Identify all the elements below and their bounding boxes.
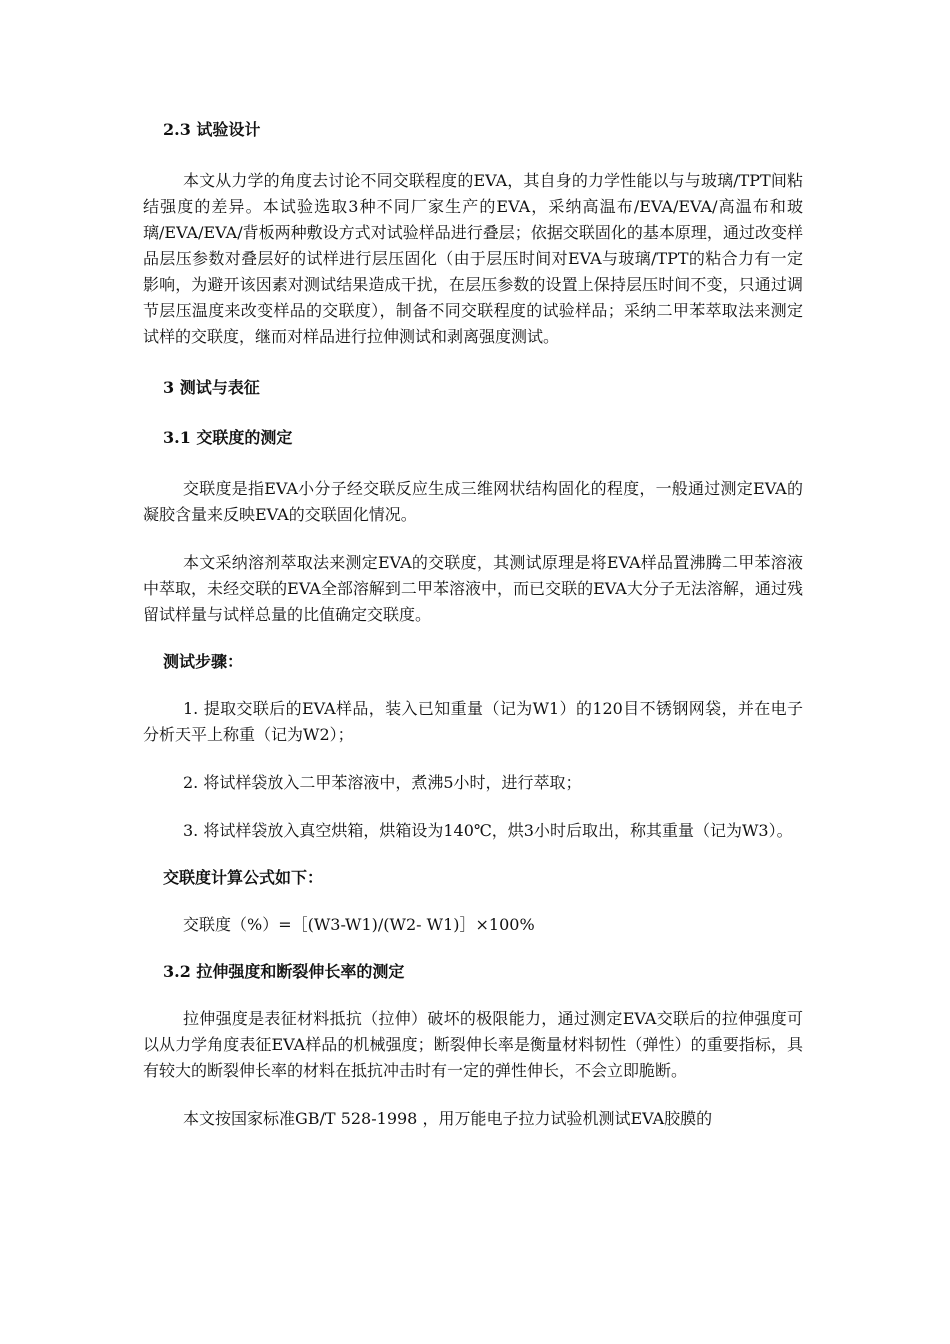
test-step-1: 1. 提取交联后的EVA样品，装入已知重量（记为W1）的120目不锈钢网袋，并在电子分析天平上称重（记为W2）； (143, 699, 803, 744)
test-step-3: 3. 将试样袋放入真空烘箱，烘箱设为140℃，烘3小时后取出，称其重量（记为W3）。 (183, 821, 793, 840)
section-heading-3-2: 3.2 拉伸强度和断裂伸长率的测定 (163, 962, 405, 981)
section-heading-2-3: 2.3 试验设计 (163, 120, 261, 139)
paragraph-tensile-definition: 拉伸强度是表征材料抵抗（拉伸）破坏的极限能力，通过测定EVA交联后的拉伸强度可以从力学角度表征EVA样品的机械强度；断裂伸长率是衡量材料韧性（弹性）的重要指标，具有较大的断裂伸长率的材料在抵抗冲击时有一定的弹性伸长，不会立即脆断。 (143, 1009, 803, 1080)
test-step-2: 2. 将试样袋放入二甲苯溶液中，煮沸5小时，进行萃取； (183, 773, 582, 792)
paragraph-tensile-standard: 本文按国家标准GB/T 528-1998 ，用万能电子拉力试验机测试EVA胶膜的 (183, 1109, 713, 1128)
steps-heading: 测试步骤： (163, 652, 244, 671)
document-page (143, 118, 803, 1132)
paragraph-test-design: 本文从力学的角度去讨论不同交联程度的EVA，其自身的力学性能以与与玻璃/TPT间粘结强度的差异。本试验选取3种不同厂家生产的EVA，采纳高温布/EVA/EVA/高温布和玻璃/EVA/EVA/背板两种敷设方式对试验样品进行叠层；依据交联固化的基本原理，通过改变样品层压参数对叠层好的试样进行层压固化（由于层压时间对EVA与玻璃/TPT的粘合力有一定影响，为避开该因素对测试结果造成干扰，在层压参数的设置上保持层压时间不变，只通过调节层压温度来改变样品的交联度），制备不同交联程度的试验样品；采纳二甲苯萃取法来测定试样的交联度，继而对样品进行拉伸测试和剥离强度测试。 (143, 171, 803, 346)
paragraph-crosslink-method: 本文采纳溶剂萃取法来测定EVA的交联度，其测试原理是将EVA样品置沸腾二甲苯溶液中萃取，未经交联的EVA全部溶解到二甲苯溶液中，而已交联的EVA大分子无法溶解，通过残留试样量与试样总量的比值确定交联度。 (143, 553, 803, 624)
section-heading-3-1: 3.1 交联度的测定 (163, 428, 293, 447)
section-heading-3: 3 测试与表征 (163, 378, 260, 397)
formula-heading: 交联度计算公式如下： (163, 868, 324, 887)
crosslink-formula: 交联度（%）=［(W3-W1)/(W2- W1)］×100% (183, 915, 535, 934)
paragraph-crosslink-definition: 交联度是指EVA小分子经交联反应生成三维网状结构固化的程度，一般通过测定EVA的凝胶含量来反映EVA的交联固化情况。 (143, 479, 803, 524)
